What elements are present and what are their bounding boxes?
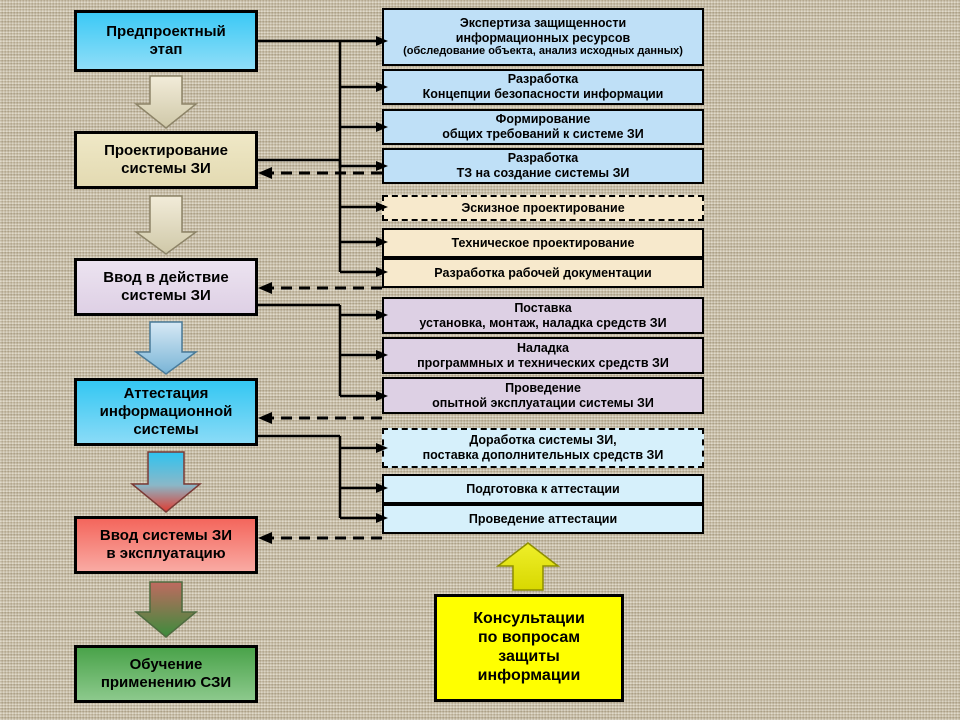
consultations-label-line: Консультации xyxy=(473,610,585,628)
consultations-label-line: защиты xyxy=(498,648,560,665)
task-sketch-design[interactable] xyxy=(382,195,704,221)
stage-label-line: информационной xyxy=(99,403,233,421)
task-label-line: Доработка системы ЗИ, xyxy=(469,433,617,448)
task-technical-design[interactable] xyxy=(382,228,704,258)
stage-label-line: системы ЗИ xyxy=(121,287,211,304)
arrow-design-to-implementation xyxy=(136,196,196,254)
stage-label-line: Ввод в действие xyxy=(103,269,229,287)
task-label-line: Концепции безопасности информации xyxy=(422,87,664,101)
task-label-line: опытной эксплуатации системы ЗИ xyxy=(432,395,654,410)
stage-label-line: системы ЗИ xyxy=(121,160,211,177)
task-label-line: Проведение xyxy=(505,380,581,395)
task-label-line: общих требований к системе ЗИ xyxy=(442,127,644,141)
arrowhead xyxy=(258,282,272,294)
stage-design[interactable] xyxy=(74,131,258,189)
task-delivery[interactable] xyxy=(382,297,704,334)
arrow-pre-to-design xyxy=(136,76,196,128)
consultations-label-line: информации xyxy=(477,666,581,684)
task-trial-operation[interactable] xyxy=(382,377,704,414)
stage-label-line: Проектирование xyxy=(104,142,228,160)
arrowhead xyxy=(258,167,272,179)
task-label-line: установка, монтаж, наладка средств ЗИ xyxy=(419,315,667,330)
task-label-line: Формирование xyxy=(495,112,591,127)
node-consultations[interactable] xyxy=(434,594,624,702)
task-label-line: Поставка xyxy=(514,300,572,315)
task-attestation-prep[interactable] xyxy=(382,474,704,504)
consultations-label-line: по вопросам xyxy=(477,629,581,647)
task-label-line: Проведение аттестации xyxy=(468,511,618,526)
task-label-line: (обследование объекта, анализ исходных данных) xyxy=(403,45,683,58)
task-working-docs[interactable] xyxy=(382,258,704,288)
task-requirements[interactable] xyxy=(382,109,704,145)
task-label-line: Разработка xyxy=(507,72,579,87)
task-label-line: Эскизное проектирование xyxy=(461,200,625,215)
stage-label-line: Предпроектный xyxy=(106,23,226,41)
stage-pre-project[interactable] xyxy=(74,10,258,72)
task-label-line: Техническое проектирование xyxy=(451,235,635,250)
task-refinement[interactable] xyxy=(382,428,704,468)
arrow-attestation-to-operation xyxy=(132,452,200,512)
task-label-line: информационных ресурсов xyxy=(455,30,631,45)
task-label-line: поставка дополнительных средств ЗИ xyxy=(422,448,664,462)
stage-attestation[interactable] xyxy=(74,378,258,446)
arrow-implementation-to-attestation xyxy=(136,322,196,374)
arrow-consultations-up xyxy=(498,543,558,590)
task-tuning[interactable] xyxy=(382,337,704,374)
stage-label-line: Ввод системы ЗИ xyxy=(99,527,233,545)
task-tz[interactable] xyxy=(382,148,704,184)
stage-label-line: применению СЗИ xyxy=(100,674,232,691)
task-label-line: программных и технических средств ЗИ xyxy=(417,355,669,370)
stage-label-line: Обучение xyxy=(129,656,203,674)
task-label-line: Экспертиза защищенности xyxy=(459,15,627,30)
task-expertise[interactable] xyxy=(382,8,704,66)
stage-operation[interactable] xyxy=(74,516,258,574)
arrow-operation-to-training xyxy=(136,582,196,637)
task-attestation-conduct[interactable] xyxy=(382,504,704,534)
task-concept[interactable] xyxy=(382,69,704,105)
task-label-line: Подготовка к аттестации xyxy=(466,481,620,496)
stage-label-line: системы xyxy=(133,420,199,438)
arrowhead xyxy=(258,412,272,424)
task-label-line: Разработка xyxy=(507,151,579,166)
task-label-line: Наладка xyxy=(516,340,569,355)
stage-training[interactable] xyxy=(74,645,258,703)
stage-label-line: в эксплуатацию xyxy=(106,545,226,562)
stage-implementation[interactable] xyxy=(74,258,258,316)
arrowhead xyxy=(258,532,272,544)
stage-label-line: Аттестация xyxy=(123,385,209,403)
task-label-line: ТЗ на создание системы ЗИ xyxy=(456,166,630,180)
task-label-line: Разработка рабочей документации xyxy=(434,265,652,280)
stage-label-line: этап xyxy=(149,41,183,58)
